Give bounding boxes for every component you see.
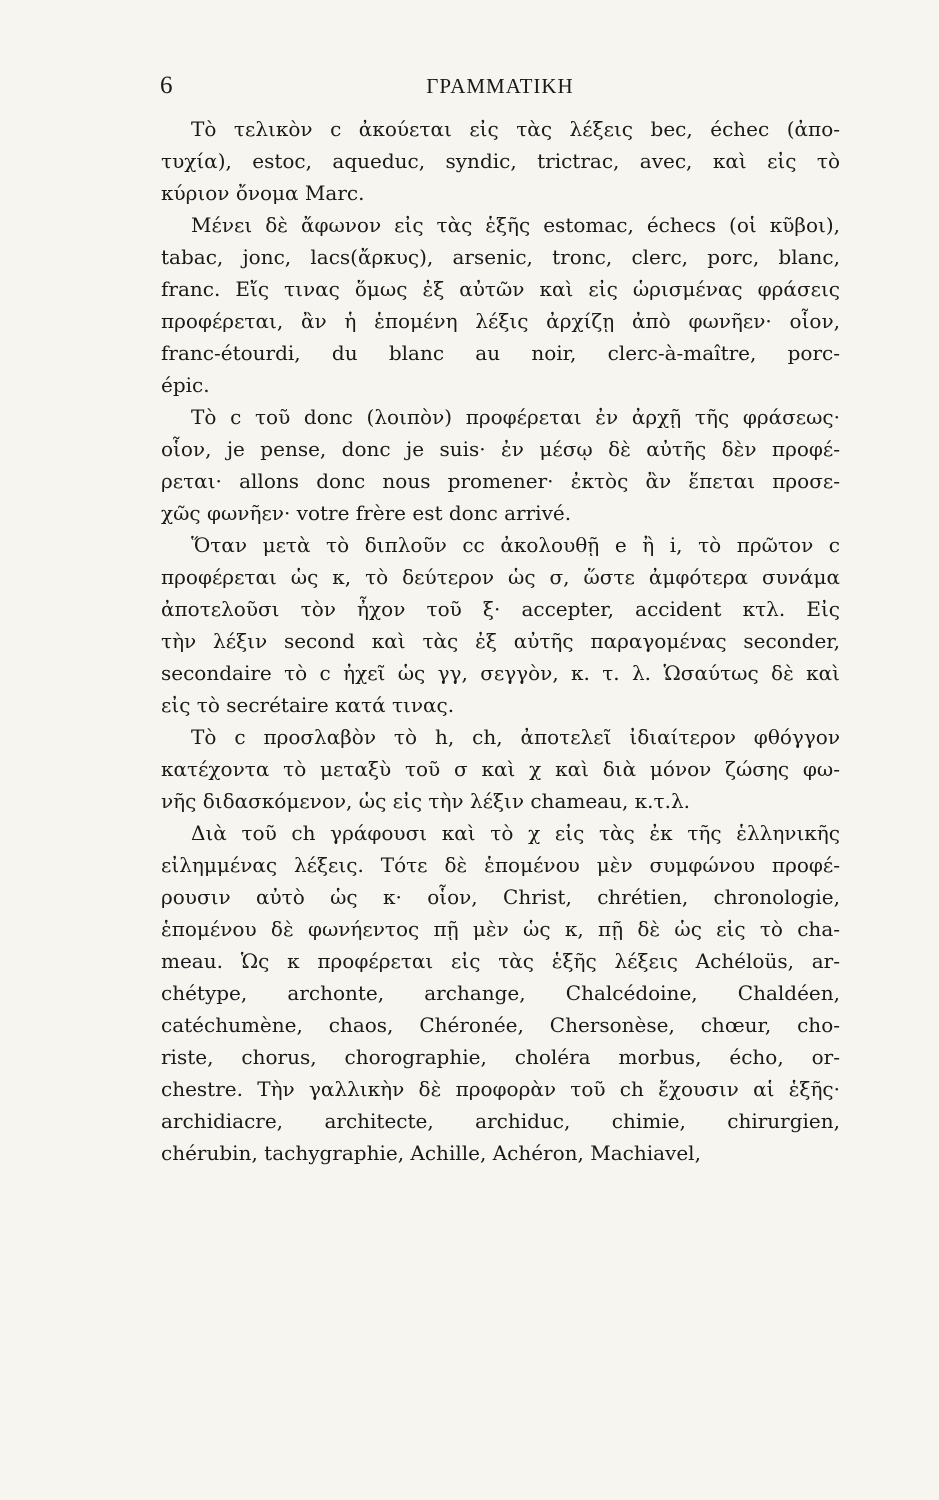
paragraph xyxy=(161,209,840,401)
text-line: épic. xyxy=(161,373,210,397)
text-line: franc-étourdi, du blanc au noir, clerc-à-maître, porc- xyxy=(161,341,840,365)
text-line: catéchumène, chaos, Chéronée, Chersonèse, chœur, cho- xyxy=(161,1013,840,1037)
text-line: προφέρεται, ἂν ἡ ἑπομένη λέξις ἀρχίζῃ ἀπὸ φωνῆεν· οἷον, xyxy=(161,309,840,333)
paragraph xyxy=(161,401,840,529)
page-number: 6 xyxy=(160,72,173,99)
text-line: εἰς τὸ secrétaire κατά τινας. xyxy=(161,693,455,717)
text-line: ἀποτελοῦσι τὸν ἦχον τοῦ ξ· accepter, accident κτλ. Εἰς xyxy=(161,597,840,621)
running-title: ΓΡΑΜΜΑΤΙΚΗ xyxy=(426,74,574,98)
text-line: chétype, archonte, archange, Chalcédoine, Chaldéen, xyxy=(161,981,840,1005)
text-line: Ὅταν μετὰ τὸ διπλοῦν cc ἀκολουθῇ e ἢ i, τὸ πρῶτον c xyxy=(191,533,840,557)
text-line: τυχία), estoc, aqueduc, syndic, trictrac, avec, καὶ εἰς τὸ xyxy=(161,149,840,173)
text-line: κατέχοντα τὸ μεταξὺ τοῦ σ καὶ χ καὶ διὰ μόνον ζώσης φω- xyxy=(161,757,840,781)
text-line: κύριον ὄνομα Marc. xyxy=(161,181,365,205)
text-line: Μένει δὲ ἄφωνον εἰς τὰς ἑξῆς estomac, échecs (οἱ κῦβοι), xyxy=(191,213,840,237)
text-line: χῶς φωνῆεν· votre frère est donc arrivé. xyxy=(161,501,572,525)
text-line: οἷον, je pense, donc je suis· ἐν μέσῳ δὲ αὐτῆς δὲν προφέ- xyxy=(161,437,840,461)
text-line: ρουσιν αὐτὸ ὡς κ· οἷον, Christ, chrétien, chronologie, xyxy=(161,885,840,909)
text-line: εἰλημμένας λέξεις. Τότε δὲ ἑπομένου μὲν συμφώνου προφέ- xyxy=(161,853,840,877)
text-line: riste, chorus, chorographie, choléra morbus, écho, or- xyxy=(161,1045,840,1069)
text-line: archidiacre, architecte, archiduc, chimie, chirurgien, xyxy=(161,1109,840,1133)
text-line: meau. Ὡς κ προφέρεται εἰς τὰς ἑξῆς λέξεις Achéloüs, ar- xyxy=(161,949,840,973)
paragraph xyxy=(161,721,840,817)
text-line: secondaire τὸ c ἠχεῖ ὡς γγ, σεγγὸν, κ. τ. λ. Ὡσαύτως δὲ καὶ xyxy=(161,661,840,685)
text-line: chestre. Τὴν γαλλικὴν δὲ προφορὰν τοῦ ch ἔχουσιν αἱ ἑξῆς· xyxy=(161,1077,840,1101)
paragraph xyxy=(161,529,840,721)
text-line: ἑπομένου δὲ φωνήεντος πῇ μὲν ὡς κ, πῇ δὲ ὡς εἰς τὸ cha- xyxy=(161,917,840,941)
text-line: νῆς διδασκόμενον, ὡς εἰς τὴν λέξιν chameau, κ.τ.λ. xyxy=(161,789,690,813)
paragraph xyxy=(161,817,840,1169)
text-line: chérubin, tachygraphie, Achille, Achéron, Machiavel, xyxy=(161,1141,701,1165)
running-head xyxy=(160,72,840,102)
text-line: Τὸ c προσλαβὸν τὸ h, ch, ἀποτελεῖ ἰδιαίτερον φθόγγον xyxy=(191,725,840,749)
paragraph xyxy=(161,113,840,209)
text-line: τὴν λέξιν second καὶ τὰς ἐξ αὐτῆς παραγομένας seconder, xyxy=(161,629,840,653)
body-text xyxy=(161,113,840,1169)
text-line: προφέρεται ὡς κ, τὸ δεύτερον ὡς σ, ὥστε ἀμφότερα συνάμα xyxy=(161,565,840,589)
text-line: franc. Εἴς τινας ὅμως ἐξ αὐτῶν καὶ εἰς ὡρισμένας φράσεις xyxy=(161,277,840,301)
text-line: Τὸ c τοῦ donc (λοιπὸν) προφέρεται ἐν ἀρχῇ τῆς φράσεως· xyxy=(191,405,840,429)
text-line: ρεται· allons donc nous promener· ἐκτὸς ἂν ἕπεται προσε- xyxy=(161,469,840,493)
text-line: Τὸ τελικὸν c ἀκούεται εἰς τὰς λέξεις bec, échec (ἀπο- xyxy=(191,117,840,141)
text-line: tabac, jonc, lacs(ἄρκυς), arsenic, tronc, clerc, porc, blanc, xyxy=(161,245,840,269)
text-line: Διὰ τοῦ ch γράφουσι καὶ τὸ χ εἰς τὰς ἐκ τῆς ἑλληνικῆς xyxy=(191,821,840,845)
